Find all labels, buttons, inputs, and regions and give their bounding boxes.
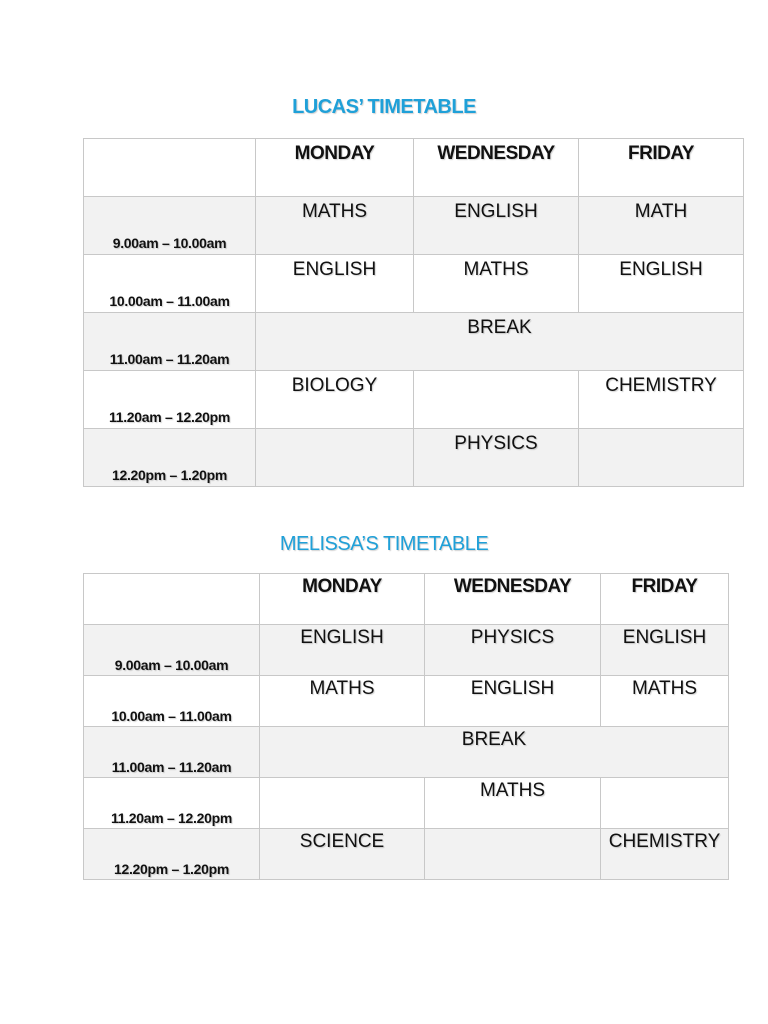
table-row: [84, 778, 729, 829]
melissa-timetable-title: MELISSA’S TIMETABLE: [279, 533, 489, 555]
time-slot: 12.20pm – 1.20pm: [84, 429, 256, 487]
subject-cell: MATHS: [260, 676, 425, 727]
subject-cell: MATHS: [601, 676, 729, 727]
table-row: [84, 313, 744, 371]
subject-cell: ENGLISH: [601, 625, 729, 676]
subject-cell: BIOLOGY: [256, 371, 414, 429]
subject-cell: ENGLISH: [579, 255, 744, 313]
subject-cell: MATHS: [414, 255, 579, 313]
table-row: [84, 255, 744, 313]
subject-cell: [256, 429, 414, 487]
table-row: [84, 829, 729, 880]
day-header-friday: FRIDAY: [579, 139, 744, 197]
subject-cell: [579, 429, 744, 487]
melissa-timetable: [83, 573, 729, 880]
subject-cell: SCIENCE: [260, 829, 425, 880]
time-slot: 11.00am – 11.20am: [84, 313, 256, 371]
table-row: [84, 676, 729, 727]
time-slot: 12.20pm – 1.20pm: [84, 829, 260, 880]
subject-cell: [601, 778, 729, 829]
time-slot: 10.00am – 11.00am: [84, 676, 260, 727]
table-row: [84, 429, 744, 487]
subject-cell: [260, 778, 425, 829]
table-row: [84, 625, 729, 676]
subject-cell: MATHS: [425, 778, 601, 829]
break-cell: BREAK: [256, 313, 744, 371]
break-cell: BREAK: [260, 727, 729, 778]
day-header-friday: FRIDAY: [601, 574, 729, 625]
corner-cell: [84, 574, 260, 625]
corner-cell: [84, 139, 256, 197]
subject-cell: ENGLISH: [425, 676, 601, 727]
subject-cell: PHYSICS: [414, 429, 579, 487]
table-row: [84, 197, 744, 255]
subject-cell: ENGLISH: [256, 255, 414, 313]
lucas-timetable-title: LUCAS’ TIMETABLE: [292, 96, 476, 118]
subject-cell: MATHS: [256, 197, 414, 255]
subject-cell: ENGLISH: [414, 197, 579, 255]
time-slot: 10.00am – 11.00am: [84, 255, 256, 313]
subject-cell: CHEMISTRY: [601, 829, 729, 880]
subject-cell: PHYSICS: [425, 625, 601, 676]
subject-cell: [425, 829, 601, 880]
day-header-wednesday: WEDNESDAY: [414, 139, 579, 197]
table-row: [84, 727, 729, 778]
table-header-row: [84, 139, 744, 197]
subject-cell: ENGLISH: [260, 625, 425, 676]
day-header-wednesday: WEDNESDAY: [425, 574, 601, 625]
time-slot: 11.20am – 12.20pm: [84, 371, 256, 429]
table-header-row: [84, 574, 729, 625]
subject-cell: MATH: [579, 197, 744, 255]
time-slot: 11.00am – 11.20am: [84, 727, 260, 778]
day-header-monday: MONDAY: [256, 139, 414, 197]
time-slot: 9.00am – 10.00am: [84, 625, 260, 676]
time-slot: 11.20am – 12.20pm: [84, 778, 260, 829]
time-slot: 9.00am – 10.00am: [84, 197, 256, 255]
subject-cell: CHEMISTRY: [579, 371, 744, 429]
lucas-timetable: [83, 138, 744, 487]
subject-cell: [414, 371, 579, 429]
table-row: [84, 371, 744, 429]
day-header-monday: MONDAY: [260, 574, 425, 625]
